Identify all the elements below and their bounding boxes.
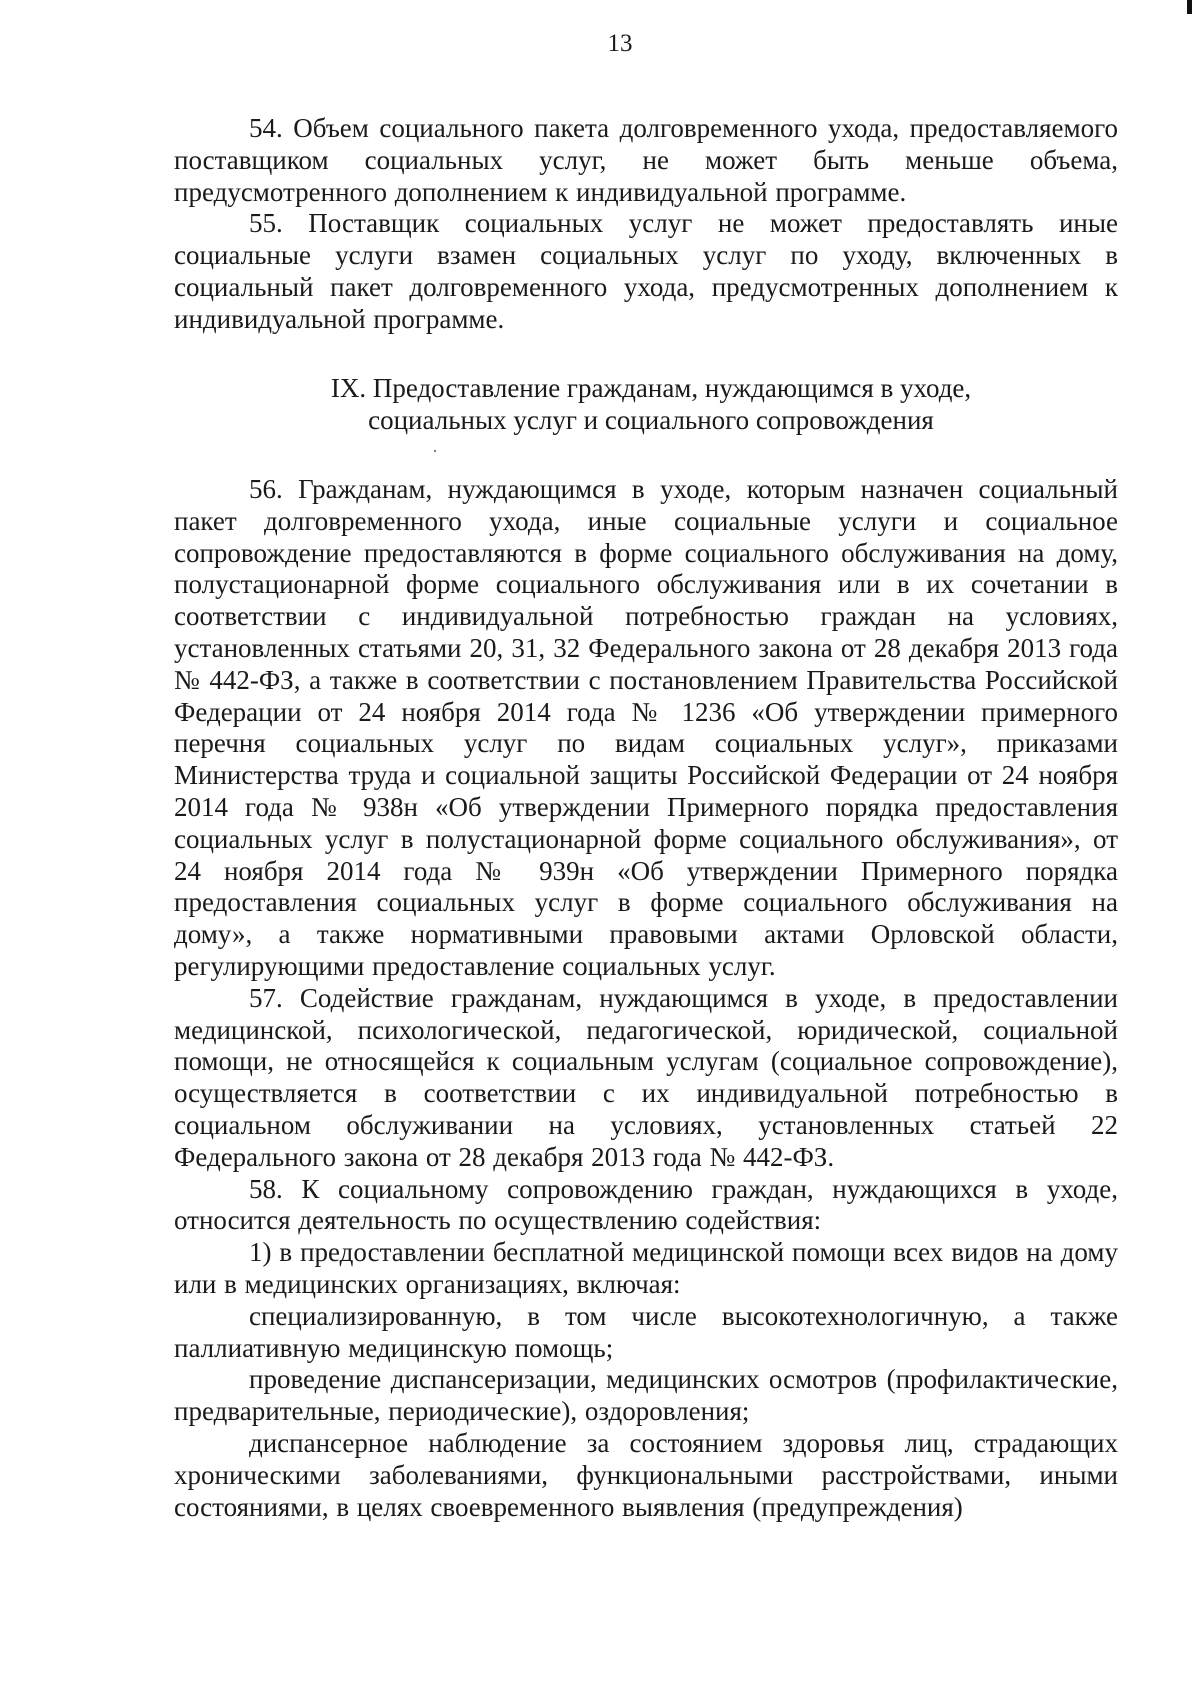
paragraphs-54-55 xyxy=(174,113,1118,336)
stray-dot xyxy=(434,450,436,452)
paragraph-55: 55. Поставщик социальных услуг не может предоставлять иные социальные услуги взамен социальных услуг по уходу, включенных в социальный пакет долговременного ухода, предусмотренных дополнением к индивидуальной программе. xyxy=(174,208,1118,334)
paragraph-57: 57. Содействие гражданам, нуждающимся в уходе, в предоставлении медицинской, психологической, педагогической, юридической, социальной помощи, не относящейся к социальным услугам (социальное сопровождение), осуществляется в соответствии с их индивидуальной потребностью в социальном обслуживании на условиях, установленных статьей 22 Федерального закона от 28 декабря 2013 года № 442-ФЗ. xyxy=(174,982,1118,1172)
scan-edge-mark xyxy=(1187,0,1192,14)
section-heading-line-2: социальных услуг и социального сопровождения xyxy=(368,405,934,435)
paragraph-56: 56. Гражданам, нуждающимся в уходе, которым назначен социальный пакет долговременного ухода, иные социальные услуги и социальное сопровождение предоставляются в форме социального обслуживания на дому, полустационарной форме социального обслуживания или в их сочетании в соответствии с индивидуальной потребностью граждан на условиях, установленных статьями 20, 31, 32 Федерального закона от 28 декабря 2013 года № 442-ФЗ, а также в соответствии с постановлением Правительства Российской Федерации от 24 ноября 2014 года № 1236 «Об утверждении примерного перечня социальных услуг по видам социальных услуг», приказами Министерства труда и социальной защиты Российской Федерации от 24 ноября 2014 года № 938н «Об утверждении Примерного порядка предоставления социальных услуг в полустационарной форме социального обслуживания», от 24 ноября 2014 года № 939н «Об утверждении Примерного порядка предоставления социальных услуг в форме социального обслуживания на дому», а также нормативными правовыми актами Орловской области, регулирующими предоставление социальных услуг. xyxy=(174,474,1118,981)
section-heading-line-1: IX. Предоставление гражданам, нуждающимся в уходе, xyxy=(330,373,972,403)
paragraph-58-item-1-specialized: специализированную, в том числе высокотехнологичную, а также паллиативную медицинскую помощь; xyxy=(174,1300,1118,1363)
page-number: 13 xyxy=(607,30,633,57)
section-heading xyxy=(174,372,1118,436)
paragraph-58-item-1: 1) в предоставлении бесплатной медицинской помощи всех видов на дому или в медицинских организациях, включая: xyxy=(174,1237,1118,1299)
paragraph-58-item-1-screening: проведение диспансеризации, медицинских осмотров (профилактические, предварительные, периодические), оздоровления; xyxy=(174,1364,1118,1427)
paragraph-58-item-1-monitoring: диспансерное наблюдение за состоянием здоровья лиц, страдающих хроническими заболеваниями, функциональными расстройствами, иными состояниями, в целях своевременного выявления (предупреждения) xyxy=(174,1427,1118,1522)
paragraphs-56-58 xyxy=(174,474,1118,1523)
paragraph-54: 54. Объем социального пакета долговременного ухода, предоставляемого поставщиком социальных услуг, не может быть меньше объема, предусмотренного дополнением к индивидуальной программе. xyxy=(174,113,1118,207)
paragraph-58: 58. К социальному сопровождению граждан, нуждающихся в уходе, относится деятельность по осуществлению содействия: xyxy=(174,1173,1118,1236)
